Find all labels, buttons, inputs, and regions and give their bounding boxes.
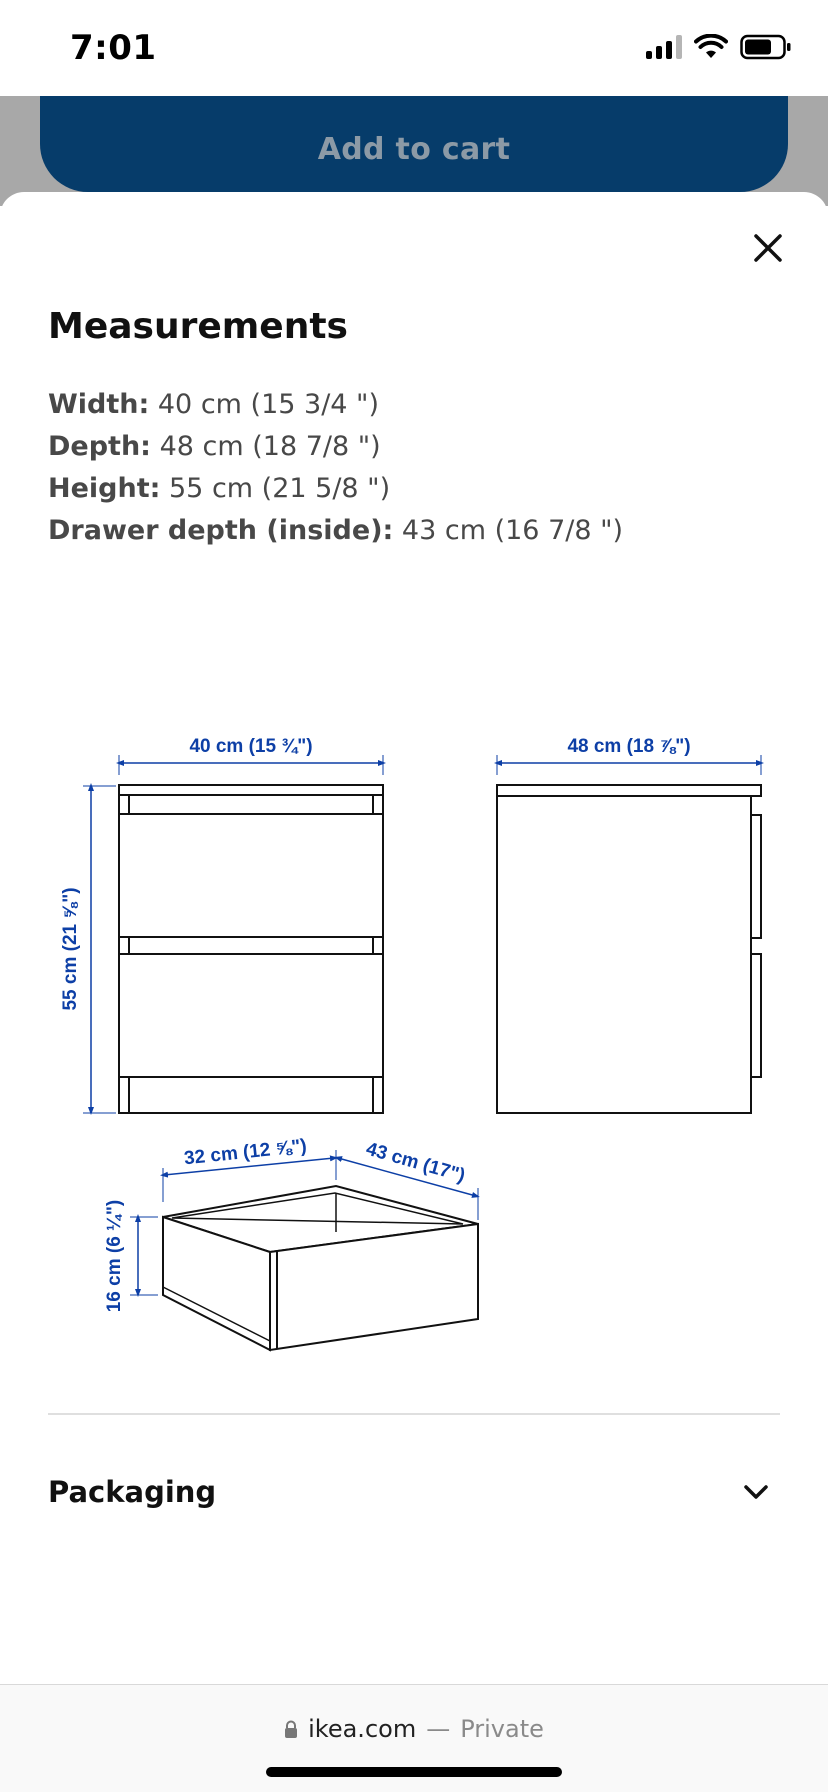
lock-icon — [284, 1720, 298, 1739]
measurements-sheet — [0, 192, 828, 1684]
front-view-drawing — [119, 785, 383, 1113]
url-domain: ikea.com — [308, 1715, 417, 1743]
browser-bottom-bar — [0, 1684, 828, 1792]
measurement-value: 55 cm (21 5/8 ") — [160, 473, 391, 504]
status-bar — [0, 0, 828, 96]
wifi-icon — [694, 34, 728, 60]
drawer-height-label: 16 cm (6 ¼") — [104, 1199, 125, 1313]
measurement-label: Drawer depth (inside): — [48, 515, 394, 546]
drawer-depth-label: 43 cm (17") — [363, 1138, 468, 1187]
measurement-drawer-depth — [48, 510, 623, 552]
battery-icon — [740, 34, 792, 60]
home-indicator[interactable] — [266, 1767, 562, 1777]
add-to-cart-label: Add to cart — [317, 131, 511, 167]
measurements-list — [48, 384, 623, 552]
add-to-cart-button[interactable] — [40, 96, 788, 192]
drawer-height-dimension — [104, 1200, 158, 1313]
measurement-height — [48, 468, 623, 510]
measurement-value: 43 cm (16 7/8 ") — [393, 515, 624, 546]
measurement-label: Height: — [48, 473, 161, 504]
section-divider — [48, 1413, 780, 1415]
measurement-depth — [48, 426, 623, 468]
chevron-down-icon — [742, 1483, 770, 1501]
side-depth-dimension — [497, 736, 761, 775]
address-bar[interactable] — [0, 1715, 828, 1743]
packaging-accordion[interactable] — [48, 1442, 780, 1542]
status-icons — [646, 34, 792, 60]
private-mode-label: Private — [460, 1715, 544, 1743]
front-height-dimension — [60, 786, 116, 1113]
status-time: 7:01 — [70, 28, 157, 68]
close-button[interactable] — [744, 224, 792, 272]
measurement-label: Depth: — [48, 431, 151, 462]
drawer-width-label: 32 cm (12 ⅝") — [183, 1135, 308, 1170]
cellular-signal-icon — [646, 35, 682, 59]
measurement-label: Width: — [48, 389, 150, 420]
measurement-diagram — [48, 592, 788, 1352]
front-width-label: 40 cm (15 ¾") — [189, 736, 313, 757]
measurement-value: 48 cm (18 7/8 ") — [150, 431, 381, 462]
drawer-drawing — [163, 1186, 478, 1350]
measurement-value: 40 cm (15 3/4 ") — [149, 389, 380, 420]
front-height-label: 55 cm (21 ⅝") — [60, 887, 81, 1011]
packaging-label: Packaging — [48, 1475, 217, 1509]
close-icon — [753, 233, 783, 263]
measurement-width — [48, 384, 623, 426]
sheet-title: Measurements — [48, 306, 348, 347]
side-view-drawing — [497, 785, 761, 1113]
front-width-dimension — [119, 736, 383, 775]
url-separator: — — [426, 1715, 451, 1743]
side-depth-label: 48 cm (18 ⅞") — [567, 736, 691, 757]
